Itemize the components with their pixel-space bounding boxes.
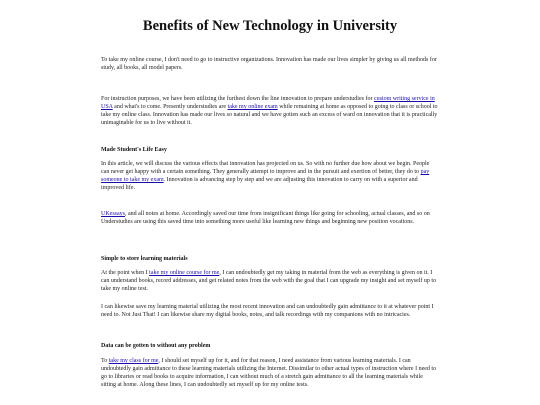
paragraph-text: , I can undoubtedly get my taking in material from the web as everything is given on it. I can understand books, record addresses, and get related notes from the web with the goal that I can upgrade my insight and set myself up to take my online test. [101, 270, 437, 293]
paragraph-text: In this article, we will discuss the various effects that innovation has projected on us. So with no further due how about we begin. People can never get happy with a certain something. They generally attempt to improve and in the pursuit and exertion of better, they do to [101, 161, 430, 176]
intro-paragraph: To take my online course, I don't need to go to instructive organizations. Innovation has made our lives simpler by giving us all methods for study, all books, all model papers. [101, 57, 437, 72]
paragraph-effects [101, 160, 439, 192]
paragraph-course [101, 269, 439, 293]
paragraph-notes [101, 210, 439, 226]
ukessays-link[interactable]: UKessays [101, 211, 125, 217]
paragraph-instruction [101, 95, 439, 127]
paragraph-text: while remaining at home as opposed to going to class or school to take my online class. Innovation has made our lives so natural and we have gotten such an excess of ward on innovation that it is practically unimaginable for us to live without it. [101, 104, 438, 127]
page-title: Benefits of New Technology in University [142, 18, 398, 34]
paragraph-text: , I should set myself up for it, and for that reason, I need assistance from various learning materials. I can undoubtedly gain admittance to these learning materials utilizing the Internet. Dissimilar to other actual types of instruction where I need to go to libraries or read books to acquire information, I can without much of a stretch gain admittance to all the learning materials while sitting at home. Along these lines, I can undoubtedly set myself up for my online tests. [101, 358, 437, 389]
take-my-online-exam-link[interactable]: take my online exam [227, 104, 278, 111]
section-heading-storage: Simple to store learning materials [101, 256, 188, 262]
section-heading-student-life: Made Student's Life Easy [101, 147, 167, 153]
take-my-online-course-link[interactable]: take my online course for me [149, 270, 220, 276]
paragraph-text: At the point when I [101, 270, 150, 276]
paragraph-text: For instruction purposes, we have been utilizing the furthest down the line innovation to prepare understudies for [101, 96, 374, 102]
paragraph-save-material: I can likewise save my learning material utilizing the most recent innovation and can undoubtedly gain admittance to it at whatever point I need to. Not Just That! I can likewise share my digital books, notes, and talk recordings with my companions with no intricacies. [101, 304, 434, 319]
take-my-class-link[interactable]: take my class for me [108, 358, 159, 364]
section-heading-data: Data can be gotten to without any problem [101, 343, 211, 349]
pay-someone-link[interactable]: pay someone to take my exam [101, 169, 430, 184]
custom-writing-link[interactable]: custom writing service in USA [101, 96, 435, 111]
paragraph-text: . Innovation is advancing step by step and we are adjusting this innovation to carry on with a superior and improved life. [101, 177, 418, 192]
paragraph-text: , and all notes at home. Accordingly saved our time from insignificant things like going for schooling, actual classes, and so on Understudies are using this saved time into something more useful like learning new things and beginning new position vocations. [101, 211, 430, 226]
paragraph-text: To [101, 358, 109, 364]
paragraph-text: and what's to come. Presently understudies are [112, 104, 228, 111]
paragraph-class [101, 357, 439, 389]
